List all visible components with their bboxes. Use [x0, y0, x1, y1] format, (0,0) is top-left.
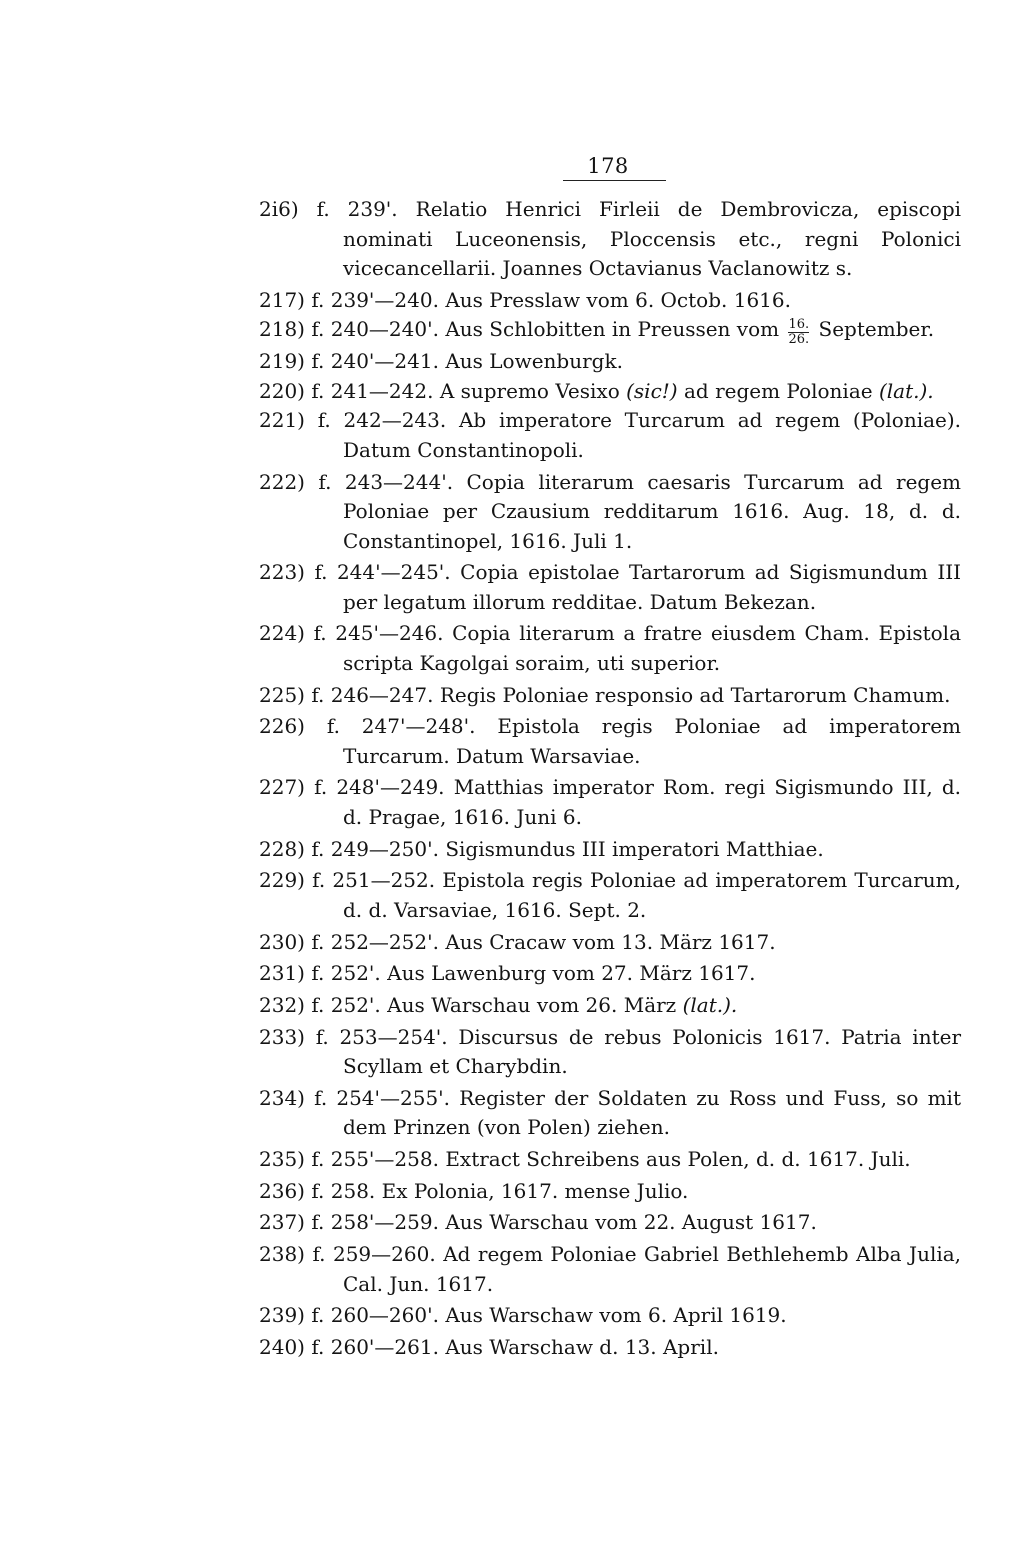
- entry-text: Epistola regis Poloniae ad imperatorem Turcarum. Datum Warsaviae.: [343, 714, 962, 768]
- entry-text: Register der Soldaten zu Ross und Fuss, so mit dem Prinzen (von Polen) ziehen.: [343, 1085, 961, 1140]
- entry-218: [259, 315, 961, 347]
- entry-folio: f. 239'—240.: [311, 287, 439, 312]
- entry-text: Copia literarum a fratre eiusdem Cham. Epistola scripta Kagolgai soraim, uti superior.: [343, 621, 961, 675]
- entry-folio: f. 251—252.: [312, 868, 436, 893]
- entry-text: Aus Cracaw vom 13. März 1617.: [445, 929, 776, 954]
- entry-folio: f. 258'—259.: [311, 1210, 439, 1235]
- entry-226: [259, 712, 961, 771]
- entry-text-suffix: September.: [818, 317, 935, 342]
- entry-222: [259, 468, 961, 557]
- entry-text: Aus Lawenburg vom 27. März 1617.: [387, 961, 756, 986]
- entry-text: Copia epistolae Tartarorum ad Sigismundum III per legatum illorum redditae. Datum Bekezan.: [343, 560, 962, 614]
- entry-number: 223): [259, 560, 305, 585]
- entry-239: [259, 1301, 961, 1331]
- page-number: 178: [587, 154, 629, 178]
- entry-folio: f. 240'—241.: [311, 349, 439, 374]
- entry-folio: f. 242—243.: [317, 408, 447, 433]
- entry-238: [259, 1240, 961, 1299]
- entry-folio: f. 259—260.: [312, 1242, 436, 1267]
- entry-text: Aus Warschaw vom 6. April 1619.: [445, 1303, 787, 1328]
- language-note: (lat.).: [878, 378, 934, 403]
- entry-number: 240): [259, 1334, 305, 1359]
- entry-text: Aus Schlobitten in Preussen vom: [445, 317, 780, 342]
- entry-228: [259, 835, 961, 865]
- entry-text: Discursus de rebus Polonicis 1617. Patria inter Scyllam et Charybdin.: [343, 1024, 962, 1079]
- fraction-numerator: 16.: [788, 317, 810, 333]
- language-note: (lat.).: [682, 992, 738, 1017]
- entry-216: [259, 195, 961, 284]
- entry-240: [259, 1333, 961, 1363]
- entry-folio: f. 258.: [311, 1178, 376, 1203]
- entry-folio: f. 243—244'.: [318, 469, 454, 494]
- entry-223: [259, 558, 961, 617]
- entry-number: 217): [259, 287, 305, 312]
- entry-folio: f. 255'—258.: [311, 1146, 439, 1171]
- entry-text: Regis Poloniae responsio ad Tartarorum Chamum.: [439, 682, 951, 707]
- entry-text: Ad regem Poloniae Gabriel Bethlehemb Alba Julia, Cal. Jun. 1617.: [343, 1242, 962, 1296]
- entry-number: 228): [259, 836, 305, 861]
- entry-number: 235): [259, 1146, 305, 1171]
- entry-list: [259, 195, 961, 1365]
- entry-folio: f. 254'—255'.: [314, 1085, 451, 1110]
- page-number-rule: [563, 180, 666, 181]
- fraction-denominator: 26.: [788, 332, 810, 348]
- entry-227: [259, 773, 961, 832]
- entry-folio: f. 260'—261.: [311, 1334, 439, 1359]
- entry-236: [259, 1177, 961, 1207]
- entry-number: 219): [259, 349, 305, 374]
- entry-number: 238): [259, 1242, 305, 1267]
- editorial-note: (sic!): [626, 378, 678, 403]
- entry-217: [259, 286, 961, 316]
- entry-number: 224): [259, 621, 305, 646]
- entry-number: 236): [259, 1178, 305, 1203]
- entry-220: [259, 377, 961, 407]
- entry-folio: f. 252'.: [311, 961, 381, 986]
- entry-229: [259, 866, 961, 925]
- entry-233: [259, 1023, 961, 1082]
- entry-230: [259, 928, 961, 958]
- entry-text-middle: ad regem Poloniae: [683, 378, 873, 403]
- entry-text: Epistola regis Poloniae ad imperatorem Turcarum, d. d. Varsaviae, 1616. Sept. 2.: [343, 868, 962, 922]
- entry-text: Aus Warschau vom 26. März: [387, 992, 677, 1017]
- entry-number: 230): [259, 929, 305, 954]
- entry-235: [259, 1145, 961, 1175]
- entry-text: Extract Schreibens aus Polen, d. d. 1617. Juli.: [445, 1146, 911, 1171]
- entry-folio: f. 260—260'.: [311, 1303, 439, 1328]
- entry-number: 237): [259, 1210, 305, 1235]
- entry-number: 227): [259, 775, 305, 800]
- date-fraction: [788, 318, 809, 347]
- entry-text: Ex Polonia, 1617. mense Julio.: [381, 1178, 689, 1203]
- entry-number: 221): [259, 408, 305, 433]
- entry-text: Aus Warschau vom 22. August 1617.: [445, 1210, 817, 1235]
- entry-text: Relatio Henrici Firleii de Dembrovicza, episcopi nominati Luceonensis, Ploccensis etc., regni Polonici vicecancellarii. Joannes Octavianus Vaclanowitz s.: [343, 197, 962, 280]
- entry-folio: f. 247'—248'.: [326, 714, 476, 739]
- entry-number: 225): [259, 682, 305, 707]
- entry-number: 233): [259, 1024, 305, 1049]
- entry-219: [259, 347, 961, 377]
- entry-number: 231): [259, 961, 305, 986]
- entry-231: [259, 959, 961, 989]
- entry-number: 234): [259, 1085, 305, 1110]
- entry-text: Copia literarum caesaris Turcarum ad regem Poloniae per Czausium redditarum 1616. Aug. 18, d. d. Constantinopel, 1616. Juli 1.: [343, 469, 962, 553]
- entry-232: [259, 991, 961, 1021]
- entry-text: Aus Presslaw vom 6. Octob. 1616.: [445, 287, 791, 312]
- entry-text: Matthias imperator Rom. regi Sigismundo III, d. d. Pragae, 1616. Juni 6.: [343, 775, 962, 829]
- entry-text: Sigismundus III imperatori Matthiae.: [445, 836, 824, 861]
- entry-number: 232): [259, 992, 305, 1017]
- entry-folio: f. 240—240'.: [311, 317, 439, 342]
- entry-text: Ab imperatore Turcarum ad regem (Poloniae). Datum Constantinopoli.: [343, 408, 962, 462]
- entry-234: [259, 1084, 961, 1143]
- entry-text: A supremo Vesixo: [439, 378, 620, 403]
- entry-folio: f. 252'.: [311, 992, 381, 1017]
- entry-number: 220): [259, 378, 305, 403]
- entry-number: 239): [259, 1303, 305, 1328]
- entry-folio: f. 253—254'.: [315, 1024, 448, 1049]
- entry-221: [259, 406, 961, 465]
- entry-number: 218): [259, 317, 305, 342]
- entry-folio: f. 241—242.: [311, 378, 434, 403]
- entry-225: [259, 681, 961, 711]
- entry-number: 229): [259, 868, 305, 893]
- entry-folio: f. 249—250'.: [311, 836, 439, 861]
- entry-folio: f. 244'—245'.: [314, 560, 451, 585]
- entry-folio: f. 252—252'.: [311, 929, 439, 954]
- entry-folio: f. 245'—246.: [313, 621, 444, 646]
- entry-folio: f. 248'—249.: [314, 775, 445, 800]
- entry-237: [259, 1208, 961, 1238]
- entry-folio: f. 246—247.: [311, 682, 434, 707]
- entry-224: [259, 619, 961, 678]
- entry-folio: f. 239'.: [316, 197, 398, 221]
- entry-text: Aus Warschaw d. 13. April.: [445, 1334, 719, 1359]
- entry-number: 226): [259, 714, 305, 739]
- entry-number: 2i6): [259, 197, 299, 221]
- entry-text: Aus Lowenburgk.: [445, 349, 623, 374]
- entry-number: 222): [259, 469, 305, 494]
